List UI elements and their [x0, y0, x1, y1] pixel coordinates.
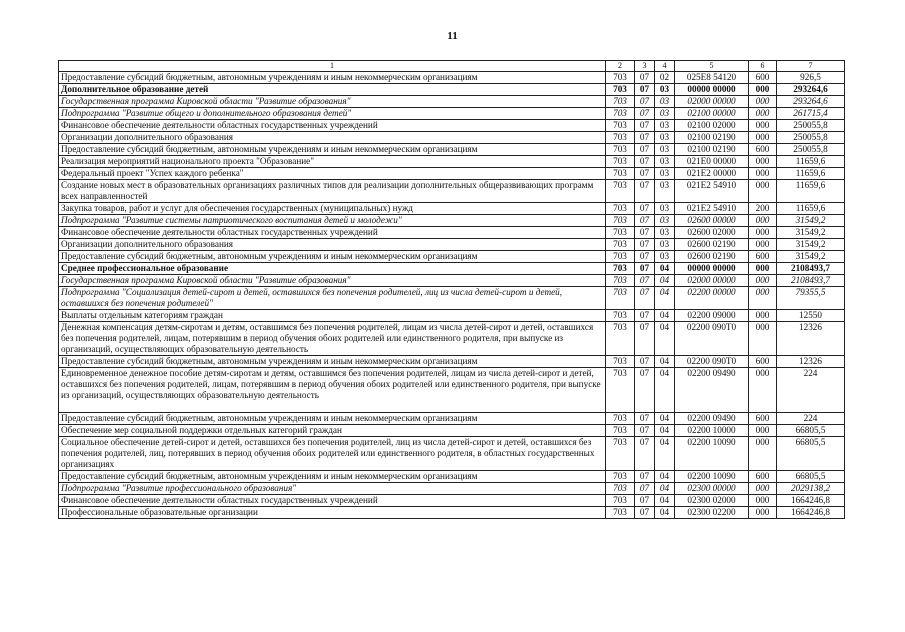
- subsection-code: 04: [655, 368, 675, 413]
- amount: 66805,5: [777, 471, 845, 483]
- grbs-code: 703: [606, 483, 635, 495]
- grbs-code: 703: [606, 368, 635, 413]
- expense-type-code: 600: [749, 356, 777, 368]
- expense-type-code: 600: [749, 72, 777, 84]
- row-description: Государственная программа Кировской области "Развитие образования": [59, 96, 606, 108]
- expense-type-code: 000: [749, 483, 777, 495]
- row-description: Предоставление субсидий бюджетным, автономным учреждениям и иным некоммерческим организациям: [59, 471, 606, 483]
- target-item-code: 02100 02190: [675, 132, 749, 144]
- amount: 250055,8: [777, 120, 845, 132]
- section-code: 07: [635, 120, 655, 132]
- row-description: Организации дополнительного образования: [59, 132, 606, 144]
- table-row: [59, 251, 845, 263]
- amount: 2108493,7: [777, 263, 845, 275]
- row-description: Выплаты отдельным категориям граждан: [59, 310, 606, 322]
- subsection-code: 04: [655, 275, 675, 287]
- amount: 12550: [777, 310, 845, 322]
- section-code: 07: [635, 215, 655, 227]
- subsection-code: 04: [655, 437, 675, 471]
- section-code: 07: [635, 368, 655, 413]
- subsection-code: 03: [655, 144, 675, 156]
- amount: 293264,6: [777, 96, 845, 108]
- grbs-code: 703: [606, 356, 635, 368]
- amount: 250055,8: [777, 144, 845, 156]
- section-code: 07: [635, 144, 655, 156]
- expense-type-code: 000: [749, 507, 777, 519]
- table-row: [59, 180, 845, 203]
- expense-type-code: 000: [749, 263, 777, 275]
- expense-type-code: 000: [749, 495, 777, 507]
- row-description: Организации дополнительного образования: [59, 239, 606, 251]
- table-row: [59, 356, 845, 368]
- subsection-code: 04: [655, 425, 675, 437]
- table-row: [59, 310, 845, 322]
- expense-type-code: 000: [749, 108, 777, 120]
- target-item-code: 02200 090Т0: [675, 322, 749, 356]
- subsection-code: 03: [655, 251, 675, 263]
- expense-type-code: 000: [749, 368, 777, 413]
- grbs-code: 703: [606, 495, 635, 507]
- grbs-code: 703: [606, 263, 635, 275]
- table-row: [59, 263, 845, 275]
- grbs-code: 703: [606, 156, 635, 168]
- grbs-code: 703: [606, 96, 635, 108]
- expense-type-code: 600: [749, 144, 777, 156]
- table-row: [59, 322, 845, 356]
- column-number: 4: [655, 61, 675, 72]
- row-description: Финансовое обеспечение деятельности областных государственных учреждений: [59, 120, 606, 132]
- target-item-code: 02200 10000: [675, 425, 749, 437]
- subsection-code: 03: [655, 96, 675, 108]
- row-description: Подпрограмма "Социализация детей-сирот и детей, оставшихся без попечения родителей, лиц из числа детей-сирот и детей, оставшихся без попечения родителей": [59, 287, 606, 310]
- section-code: 07: [635, 84, 655, 96]
- target-item-code: 02200 090Т0: [675, 356, 749, 368]
- section-code: 07: [635, 471, 655, 483]
- section-code: 07: [635, 263, 655, 275]
- grbs-code: 703: [606, 120, 635, 132]
- grbs-code: 703: [606, 322, 635, 356]
- row-description: Предоставление субсидий бюджетным, автономным учреждениям и иным некоммерческим организациям: [59, 356, 606, 368]
- column-number: 1: [59, 61, 606, 72]
- table-row: [59, 132, 845, 144]
- subsection-code: 03: [655, 168, 675, 180]
- table-row: [59, 227, 845, 239]
- section-code: 07: [635, 507, 655, 519]
- subsection-code: 04: [655, 495, 675, 507]
- grbs-code: 703: [606, 425, 635, 437]
- target-item-code: 025E8 54120: [675, 72, 749, 84]
- table-row: [59, 507, 845, 519]
- amount: 224: [777, 368, 845, 413]
- table-body: [59, 61, 845, 519]
- target-item-code: 02200 09000: [675, 310, 749, 322]
- subsection-code: 04: [655, 356, 675, 368]
- subsection-code: 04: [655, 471, 675, 483]
- row-description: Предоставление субсидий бюджетным, автономным учреждениям и иным некоммерческим организациям: [59, 251, 606, 263]
- row-description: Государственная программа Кировской области "Развитие образования": [59, 275, 606, 287]
- expense-type-code: 000: [749, 239, 777, 251]
- expense-type-code: 000: [749, 287, 777, 310]
- target-item-code: 02100 02000: [675, 120, 749, 132]
- row-description: Предоставление субсидий бюджетным, автономным учреждениям и иным некоммерческим организациям: [59, 144, 606, 156]
- amount: 224: [777, 413, 845, 425]
- column-number: 2: [606, 61, 635, 72]
- grbs-code: 703: [606, 471, 635, 483]
- subsection-code: 03: [655, 108, 675, 120]
- grbs-code: 703: [606, 251, 635, 263]
- amount: 31549,2: [777, 251, 845, 263]
- target-item-code: 021E2 54910: [675, 203, 749, 215]
- grbs-code: 703: [606, 275, 635, 287]
- table-row: [59, 168, 845, 180]
- expense-type-code: 000: [749, 275, 777, 287]
- grbs-code: 703: [606, 310, 635, 322]
- target-item-code: 021E2 00000: [675, 168, 749, 180]
- target-item-code: 02600 02190: [675, 239, 749, 251]
- table-row: [59, 368, 845, 413]
- subsection-code: 03: [655, 215, 675, 227]
- table-row: [59, 287, 845, 310]
- table-row: [59, 275, 845, 287]
- table-row: [59, 471, 845, 483]
- target-item-code: 02200 10090: [675, 437, 749, 471]
- subsection-code: 04: [655, 322, 675, 356]
- row-description: Создание новых мест в образовательных организациях различных типов для реализации дополнительных общеразвивающих программ всех направленностей: [59, 180, 606, 203]
- amount: 66805,5: [777, 437, 845, 471]
- row-description: Финансовое обеспечение деятельности областных государственных учреждений: [59, 495, 606, 507]
- section-code: 07: [635, 168, 655, 180]
- grbs-code: 703: [606, 132, 635, 144]
- target-item-code: 02600 02000: [675, 227, 749, 239]
- target-item-code: 02300 02200: [675, 507, 749, 519]
- amount: 2108493,7: [777, 275, 845, 287]
- row-description: Предоставление субсидий бюджетным, автономным учреждениям и иным некоммерческим организациям: [59, 72, 606, 84]
- grbs-code: 703: [606, 239, 635, 251]
- expense-type-code: 000: [749, 227, 777, 239]
- subsection-code: 03: [655, 84, 675, 96]
- target-item-code: 02100 00000: [675, 108, 749, 120]
- grbs-code: 703: [606, 72, 635, 84]
- expense-type-code: 000: [749, 96, 777, 108]
- expense-type-code: 000: [749, 425, 777, 437]
- table-row: [59, 144, 845, 156]
- table-row: [59, 239, 845, 251]
- amount: 31549,2: [777, 239, 845, 251]
- amount: 261715,4: [777, 108, 845, 120]
- amount: 79355,5: [777, 287, 845, 310]
- expense-type-code: 000: [749, 84, 777, 96]
- table-row: [59, 437, 845, 471]
- grbs-code: 703: [606, 144, 635, 156]
- target-item-code: 02000 00000: [675, 275, 749, 287]
- amount: 11659,6: [777, 180, 845, 203]
- section-code: 07: [635, 275, 655, 287]
- expense-type-code: 000: [749, 310, 777, 322]
- row-description: Предоставление субсидий бюджетным, автономным учреждениям и иным некоммерческим организациям: [59, 413, 606, 425]
- expense-type-code: 000: [749, 156, 777, 168]
- amount: 2029138,2: [777, 483, 845, 495]
- row-description: Подпрограмма "Развитие системы патриотического воспитания детей и молодежи": [59, 215, 606, 227]
- table-row: [59, 495, 845, 507]
- table-row: [59, 203, 845, 215]
- expense-type-code: 000: [749, 437, 777, 471]
- target-item-code: 02000 00000: [675, 96, 749, 108]
- amount: 12326: [777, 322, 845, 356]
- section-code: 07: [635, 239, 655, 251]
- grbs-code: 703: [606, 108, 635, 120]
- row-description: Подпрограмма "Развитие профессионального образования": [59, 483, 606, 495]
- row-description: Обеспечение мер социальной поддержки отдельных категорий граждан: [59, 425, 606, 437]
- subsection-code: 04: [655, 310, 675, 322]
- subsection-code: 04: [655, 287, 675, 310]
- table-row: [59, 72, 845, 84]
- row-description: Закупка товаров, работ и услуг для обеспечения государственных (муниципальных) нужд: [59, 203, 606, 215]
- section-code: 07: [635, 495, 655, 507]
- grbs-code: 703: [606, 168, 635, 180]
- section-code: 07: [635, 156, 655, 168]
- subsection-code: 02: [655, 72, 675, 84]
- column-number: 6: [749, 61, 777, 72]
- section-code: 07: [635, 425, 655, 437]
- row-description: Среднее профессиональное образование: [59, 263, 606, 275]
- expense-type-code: 600: [749, 413, 777, 425]
- section-code: 07: [635, 180, 655, 203]
- row-description: Денежная компенсация детям-сиротам и детям, оставшимся без попечения родителей, лицам из числа детей-сирот и детей, оставшихся без попечения родителей, лицам, потерявшим в период обучения обоих родителей или единственного родителя, при выпуске из организаций, осуществляющих образовательную деятельность: [59, 322, 606, 356]
- grbs-code: 703: [606, 437, 635, 471]
- grbs-code: 703: [606, 227, 635, 239]
- column-number-row: [59, 61, 845, 72]
- amount: 926,5: [777, 72, 845, 84]
- subsection-code: 03: [655, 120, 675, 132]
- expense-type-code: 000: [749, 120, 777, 132]
- subsection-code: 04: [655, 413, 675, 425]
- grbs-code: 703: [606, 84, 635, 96]
- target-item-code: 021E0 00000: [675, 156, 749, 168]
- amount: 31549,2: [777, 215, 845, 227]
- table-row: [59, 425, 845, 437]
- grbs-code: 703: [606, 180, 635, 203]
- column-number: 3: [635, 61, 655, 72]
- subsection-code: 03: [655, 203, 675, 215]
- subsection-code: 03: [655, 239, 675, 251]
- expense-type-code: 000: [749, 322, 777, 356]
- target-item-code: 02100 02190: [675, 144, 749, 156]
- row-description: Профессиональные образовательные организации: [59, 507, 606, 519]
- row-description: Подпрограмма "Развитие общего и дополнительного образования детей": [59, 108, 606, 120]
- section-code: 07: [635, 203, 655, 215]
- section-code: 07: [635, 356, 655, 368]
- grbs-code: 703: [606, 287, 635, 310]
- section-code: 07: [635, 310, 655, 322]
- section-code: 07: [635, 413, 655, 425]
- section-code: 07: [635, 483, 655, 495]
- row-description: Федеральный проект "Успех каждого ребенка": [59, 168, 606, 180]
- target-item-code: 02200 09490: [675, 368, 749, 413]
- row-description: Финансовое обеспечение деятельности областных государственных учреждений: [59, 227, 606, 239]
- section-code: 07: [635, 108, 655, 120]
- amount: 11659,6: [777, 168, 845, 180]
- amount: 293264,6: [777, 84, 845, 96]
- target-item-code: 021E2 54910: [675, 180, 749, 203]
- table-row: [59, 108, 845, 120]
- section-code: 07: [635, 251, 655, 263]
- amount: 11659,6: [777, 203, 845, 215]
- expense-type-code: 600: [749, 251, 777, 263]
- table-row: [59, 120, 845, 132]
- grbs-code: 703: [606, 413, 635, 425]
- target-item-code: 02600 02190: [675, 251, 749, 263]
- amount: 250055,8: [777, 132, 845, 144]
- table-row: [59, 483, 845, 495]
- subsection-code: 03: [655, 227, 675, 239]
- page-number: 11: [447, 30, 458, 42]
- section-code: 07: [635, 437, 655, 471]
- row-description: Реализация мероприятий национального проекта "Образование": [59, 156, 606, 168]
- column-number: 7: [777, 61, 845, 72]
- amount: 1664246,8: [777, 507, 845, 519]
- expense-type-code: 600: [749, 471, 777, 483]
- grbs-code: 703: [606, 203, 635, 215]
- target-item-code: 00000 00000: [675, 84, 749, 96]
- amount: 31549,2: [777, 227, 845, 239]
- subsection-code: 04: [655, 483, 675, 495]
- section-code: 07: [635, 227, 655, 239]
- expense-type-code: 200: [749, 203, 777, 215]
- expense-type-code: 000: [749, 215, 777, 227]
- target-item-code: 02200 00000: [675, 287, 749, 310]
- budget-table: [58, 60, 845, 519]
- subsection-code: 03: [655, 180, 675, 203]
- row-description: Дополнительное образование детей: [59, 84, 606, 96]
- grbs-code: 703: [606, 507, 635, 519]
- row-description: Социальное обеспечение детей-сирот и детей, оставшихся без попечения родителей, лиц из числа детей-сирот и детей, оставшихся без попечения родителей, лиц, потерявших в период обучения обоих родителей или единственного родителя, в областных государственных организациях: [59, 437, 606, 471]
- target-item-code: 02200 10090: [675, 471, 749, 483]
- amount: 12326: [777, 356, 845, 368]
- table-row: [59, 215, 845, 227]
- section-code: 07: [635, 96, 655, 108]
- row-description: Единовременное денежное пособие детям-сиротам и детям, оставшимся без попечения родителей, лицам из числа детей-сирот и детей, оставшихся без попечения родителей, лицам, потерявшим в период обучения обоих родителей или единственного родителя, при выпуске из организаций, осуществляющих образовательную деятельность: [59, 368, 606, 413]
- section-code: 07: [635, 287, 655, 310]
- amount: 66805,5: [777, 425, 845, 437]
- amount: 1664246,8: [777, 495, 845, 507]
- subsection-code: 04: [655, 263, 675, 275]
- subsection-code: 04: [655, 507, 675, 519]
- subsection-code: 03: [655, 132, 675, 144]
- target-item-code: 02300 00000: [675, 483, 749, 495]
- subsection-code: 03: [655, 156, 675, 168]
- target-item-code: 00000 00000: [675, 263, 749, 275]
- table-row: [59, 96, 845, 108]
- column-number: 5: [675, 61, 749, 72]
- expense-type-code: 000: [749, 180, 777, 203]
- expense-type-code: 000: [749, 132, 777, 144]
- section-code: 07: [635, 322, 655, 356]
- target-item-code: 02600 00000: [675, 215, 749, 227]
- target-item-code: 02300 02000: [675, 495, 749, 507]
- expense-type-code: 000: [749, 168, 777, 180]
- target-item-code: 02200 09490: [675, 413, 749, 425]
- table-row: [59, 413, 845, 425]
- table-row: [59, 84, 845, 96]
- grbs-code: 703: [606, 215, 635, 227]
- amount: 11659,6: [777, 156, 845, 168]
- table-row: [59, 156, 845, 168]
- section-code: 07: [635, 132, 655, 144]
- section-code: 07: [635, 72, 655, 84]
